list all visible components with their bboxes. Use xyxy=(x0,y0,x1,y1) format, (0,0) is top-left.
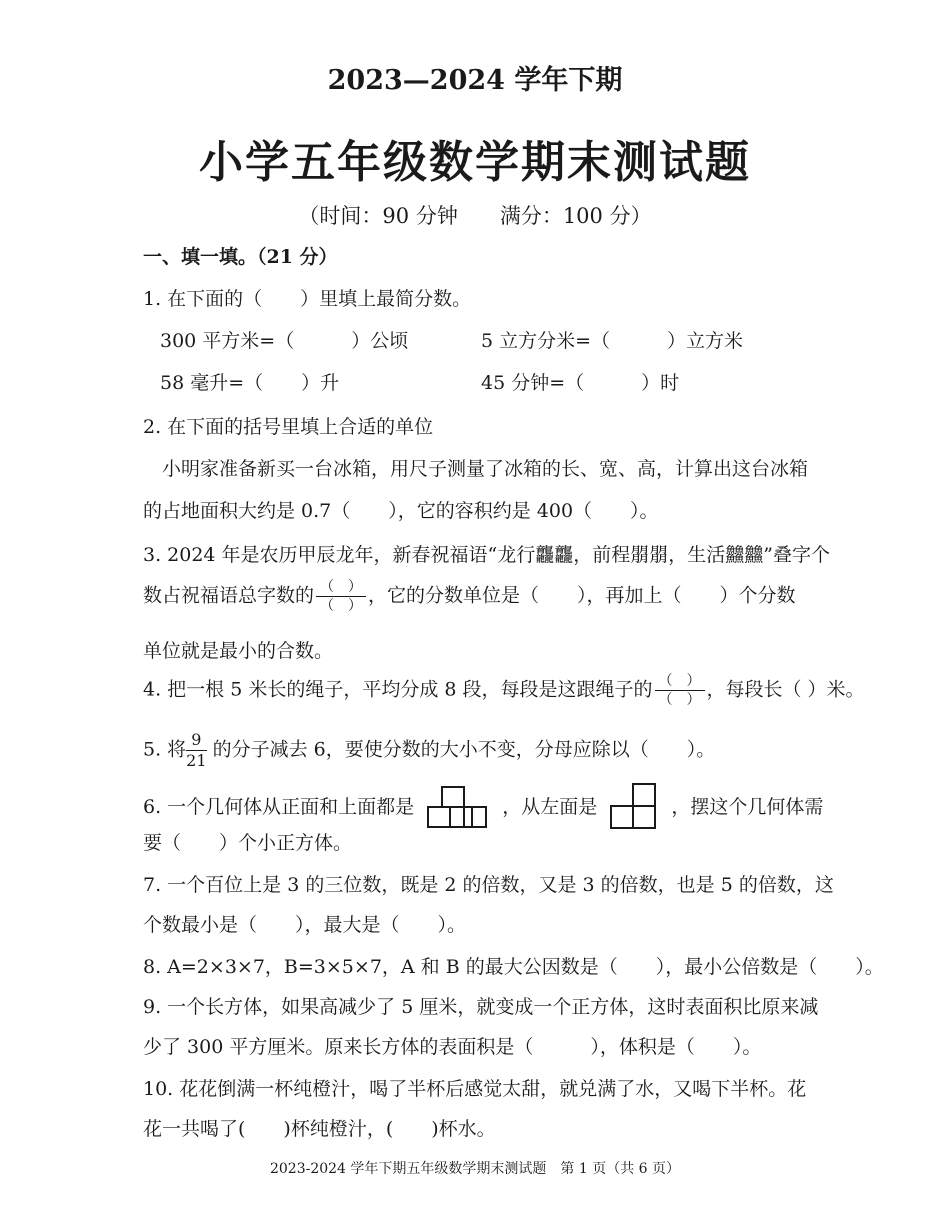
page-title: 小学五年级数学期末测试题 xyxy=(199,137,751,188)
blank-fraction xyxy=(655,674,705,707)
fraction-bar xyxy=(655,690,705,691)
question-3-line3: 单位就是最小的合数。 xyxy=(143,640,334,662)
question-3-line2-pre: 数占祝福语总字数的 xyxy=(143,584,315,607)
question-10-line1: 10. 花花倒满一杯纯橙汁，喝了半杯后感觉太甜，就兑满了水，又喝下半杯。花 xyxy=(143,1078,807,1100)
year-title: 2023—2024 学年下期 xyxy=(327,65,623,96)
question-7-line2: 个数最小是（ ），最大是（ ）。 xyxy=(143,914,467,936)
question-4-pre: 4. 把一根 5 米长的绳子，平均分成 8 段，每段是这跟绳子的 xyxy=(143,678,653,701)
fraction-denominator: （ ） xyxy=(658,692,701,708)
fraction-numerator: （ ） xyxy=(658,673,701,689)
question-3-line2-post: ，它的分数单位是（ ），再加上（ ）个分数 xyxy=(368,584,796,607)
question-1c: 58 毫升=（ ）升 xyxy=(160,372,340,394)
question-6-line2: 要（ ）个小正方体。 xyxy=(143,832,353,854)
question-6-pre: 6. 一个几何体从正面和上面都是 xyxy=(143,796,415,818)
question-6-mid: ，从左面是 xyxy=(502,796,598,818)
front-top-view-diagram xyxy=(426,785,490,831)
question-7-line1: 7. 一个百位上是 3 的三位数，既是 2 的倍数，又是 3 的倍数，也是 5 的倍数，这 xyxy=(143,874,834,896)
fraction-bar xyxy=(316,596,366,597)
question-1d: 45 分钟=（ ）时 xyxy=(481,372,680,394)
question-1: 1. 在下面的（ ）里填上最简分数。 xyxy=(143,288,472,310)
fraction-numerator: （ ） xyxy=(320,579,363,595)
question-8: 8. A=2×3×7，B=3×5×7，A 和 B 的最大公因数是（ ），最小公倍数是（ ）。 xyxy=(143,956,884,978)
section-heading: 一、填一填。（21 分） xyxy=(143,246,338,268)
left-view-diagram xyxy=(609,782,659,834)
fraction-denominator: 21 xyxy=(186,751,207,770)
fraction-denominator: （ ） xyxy=(320,598,363,614)
question-9-line1: 9. 一个长方体，如果高减少了 5 厘米，就变成一个正方体，这时表面积比原来减 xyxy=(143,996,819,1018)
question-5 xyxy=(143,732,715,769)
question-9-line2: 少了 300 平方厘米。原来长方体的表面积是（ ），体积是（ ）。 xyxy=(143,1036,762,1058)
question-1b: 5 立方分米=（ ）立方米 xyxy=(481,330,744,352)
question-2-line2: 的占地面积大约是 0.7（ ），它的容积约是 400（ ）。 xyxy=(143,500,659,522)
question-10-line2: 花一共喝了( )杯纯橙汁，( )杯水。 xyxy=(143,1118,496,1140)
question-1a: 300 平方米=（ ）公顷 xyxy=(160,330,409,352)
blank-fraction xyxy=(316,580,366,613)
exam-info: （时间：90 分钟 满分：100 分） xyxy=(298,204,652,228)
question-5-post: 的分子减去 6，要使分数的大小不变，分母应除以（ ）。 xyxy=(206,738,716,761)
fraction-numerator: 9 xyxy=(191,730,202,749)
question-2-line1: 小明家准备新买一台冰箱，用尺子测量了冰箱的长、宽、高，计算出这台冰箱 xyxy=(162,458,809,480)
fraction xyxy=(186,732,206,769)
question-4-post: ，每段长（ ）米。 xyxy=(706,678,865,701)
question-6 xyxy=(143,782,823,834)
question-3-line2 xyxy=(143,580,796,613)
question-4 xyxy=(143,674,865,707)
page-footer: 2023-2024 学年下期五年级数学期末测试题 第 1 页（共 6 页） xyxy=(269,1161,681,1177)
question-3-line1: 3. 2024 年是农历甲辰龙年，新春祝福语“龙行龘龘，前程朤朤，生活䲜䲜”叠字个 xyxy=(143,544,830,566)
question-2: 2. 在下面的括号里填上合适的单位 xyxy=(143,416,434,438)
question-6-post: ，摆这个几何体需 xyxy=(671,796,824,818)
question-5-pre: 5. 将 xyxy=(143,738,187,761)
